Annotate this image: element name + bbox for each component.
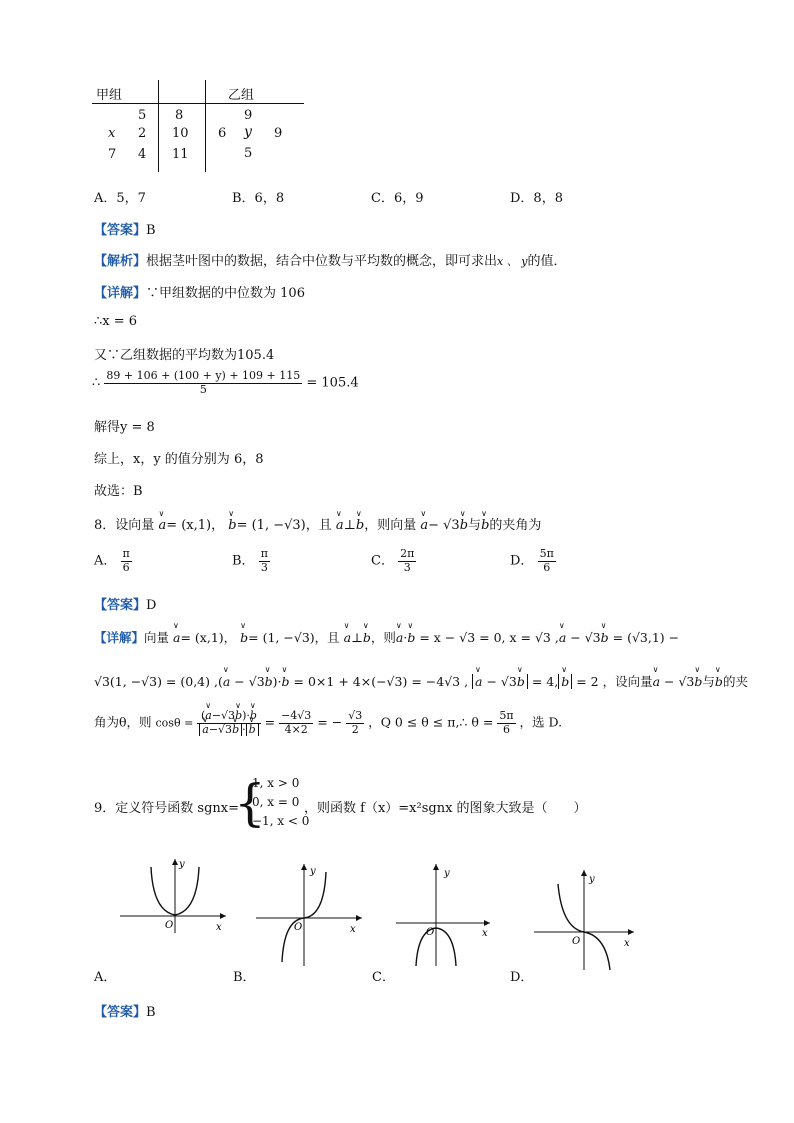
vector-b: ∨ b <box>517 674 525 689</box>
q8-number: 8． <box>94 518 116 533</box>
vector-a: ∨ a <box>396 630 403 645</box>
option-letter: C． <box>371 553 394 569</box>
detail-tag: 【详解】 <box>94 630 145 645</box>
graph-c <box>394 862 494 968</box>
frac-numerator: −4√3 <box>281 709 312 722</box>
graph-d <box>532 866 638 972</box>
vector-b: ∨ b <box>715 674 723 689</box>
frac-numerator: 2π <box>400 547 415 560</box>
graph-label-b: B． <box>233 970 256 985</box>
case-negative: −1, x < 0 <box>252 814 310 828</box>
x-label: x <box>216 922 222 933</box>
q8-stem <box>94 514 541 533</box>
vector-b: ∨ b <box>232 724 239 737</box>
option-fraction <box>398 548 416 574</box>
frac-result: = 105.4 <box>306 375 359 391</box>
stem-divider-right <box>205 80 206 172</box>
theta-fraction <box>497 710 515 736</box>
mean-fraction <box>104 370 302 396</box>
option-fraction <box>259 548 270 574</box>
q7-option-b: B．6，8 <box>232 191 285 206</box>
frac-denominator: 5 <box>199 382 207 396</box>
vector-b: ∨ b <box>282 674 290 689</box>
q8-stem-a: 设向量 <box>115 518 155 533</box>
frac-numerator: π <box>260 547 268 560</box>
x-arrow-icon <box>628 929 634 935</box>
leaf-right-r2b: y <box>244 124 252 140</box>
frac-numerator: 89 + 106 + (100 + y) + 109 + 115 <box>106 369 301 382</box>
q8-detail-line1: 【详解】向量 ∨ a= (x,1)， ∨ b= (1, −√3)，且 ∨ a⊥∨ b，则∨ a·∨ b = x − √3 = 0, x = √3 ,∨ a − √3∨ b = (√3,1) − <box>94 628 679 646</box>
abs-value <box>558 674 572 689</box>
q7-line6: 综上，x，y 的值分别为 6，8 <box>94 452 264 467</box>
analysis-vars: x 、 y <box>497 255 528 268</box>
x-label: x <box>350 924 356 935</box>
leaf-right-r2a: 6 <box>218 126 227 141</box>
vector-a: ∨ a <box>158 518 166 533</box>
leaf-left-r3b: 4 <box>138 147 147 162</box>
y-arrow-icon <box>433 864 439 870</box>
vector-b: ∨ b <box>601 630 609 645</box>
detail-text: √3(1, −√3) = (0,4) , <box>94 674 218 689</box>
vector-b: ∨ b <box>228 518 236 533</box>
answer-tag: 【答案】 <box>94 1005 147 1020</box>
case-positive: 1, x > 0 <box>252 776 300 790</box>
detail-text: 与 <box>702 674 715 689</box>
vector-a: ∨ a <box>420 518 428 533</box>
answer-tag: 【答案】 <box>94 598 147 613</box>
y-arrow-icon <box>172 859 178 865</box>
q8-option-b <box>232 548 270 574</box>
stem-r1: 8 <box>175 108 184 123</box>
vector-b: ∨ b <box>249 724 256 737</box>
detail-text: = − <box>317 714 343 730</box>
q8-end: 的夹角为 <box>489 518 542 533</box>
abs-value <box>246 723 259 736</box>
x-arrow-icon <box>356 915 362 921</box>
frac-numerator: √3 <box>348 709 363 722</box>
vector-a: ∨ a <box>205 710 212 723</box>
detail-text: = (√3,1) − <box>612 630 680 645</box>
answer-value: D <box>146 598 157 613</box>
option-fraction <box>538 548 556 574</box>
q7-detail <box>94 282 305 301</box>
frac-denominator: 2 <box>351 722 359 736</box>
vector-a: ∨ a <box>173 630 180 645</box>
abs-value: ∨ a − √3∨ b <box>472 674 528 689</box>
detail-text: = 0×1 + 4×(−√3) = −4√3 , <box>293 674 469 689</box>
detail-text: ，选 D. <box>519 714 563 730</box>
graph-label-a: A． <box>94 970 117 985</box>
analysis-tag: 【解析】 <box>94 254 147 269</box>
detail-text: = 4, <box>531 674 559 689</box>
option-letter: A． <box>94 553 117 569</box>
q8-expr: − √3 <box>428 518 460 533</box>
detail-tag: 【详解】 <box>94 286 147 301</box>
frac-denominator: 3 <box>403 560 411 574</box>
frac-numerator: π <box>122 547 130 560</box>
y-label: y <box>310 866 316 877</box>
frac-prefix: ∴ <box>92 375 101 391</box>
vector-b: ∨ b <box>235 710 242 723</box>
x-arrow-icon <box>484 920 490 926</box>
stem-divider-left <box>158 80 159 172</box>
detail-line1: ∵甲组数据的中位数为 106 <box>146 286 305 301</box>
q8-then: ，则向量 <box>364 518 417 533</box>
frac-denominator: 6 <box>122 560 130 574</box>
frac-denominator: 6 <box>502 722 510 736</box>
stem-r3: 11 <box>172 147 189 162</box>
cos-fraction <box>197 710 260 736</box>
q7-option-a: A．5，7 <box>94 191 146 206</box>
option-fraction <box>121 548 132 574</box>
origin-label: O <box>572 936 581 947</box>
cos-value-fraction <box>279 710 313 736</box>
detail-text: 的夹 <box>722 674 748 689</box>
vector-a: ∨ a <box>336 518 344 533</box>
origin-label: O <box>294 922 303 933</box>
vector-b: ∨ b <box>694 674 702 689</box>
detail-text: ，Q 0 ≤ θ ≤ π,∴ θ = <box>368 714 494 730</box>
frac-denominator: ∨ a−√3∨ b ·∨ b <box>197 724 260 737</box>
left-header: 甲组 <box>96 88 123 103</box>
vector-b: ∨ b <box>481 518 489 533</box>
q9-text: 定义符号函数 sgnx= <box>115 801 240 816</box>
q7-option-d: D．8，8 <box>510 191 563 206</box>
header-divider <box>92 103 304 104</box>
graph-label-d: D． <box>510 970 534 985</box>
y-arrow-icon <box>301 864 307 870</box>
y-label: y <box>589 874 595 885</box>
q8-option-a <box>94 548 132 574</box>
option-letter: B． <box>232 553 255 569</box>
vector-a: ∨ a <box>475 674 482 689</box>
stem-r2: 10 <box>172 126 189 141</box>
detail-text: ，则 <box>370 630 396 645</box>
q8-with: 与 <box>468 518 482 533</box>
q8-option-d <box>510 548 556 574</box>
answer-value: B <box>146 223 156 238</box>
frac-numerator: (∨ a−√3∨ b)·∨ b <box>197 710 260 724</box>
origin-label: O <box>165 920 174 931</box>
graph-a <box>118 855 230 935</box>
frac-numerator: 5π <box>539 547 554 560</box>
vector-a: ∨ a <box>202 724 209 737</box>
abs-value: ∨ a−√3∨ b <box>199 723 242 736</box>
q9-answer <box>94 1001 156 1020</box>
leaf-left-r1: 5 <box>138 108 147 123</box>
q8-detail-line2: √3(1, −√3) = (0,4) ,(∨ a − √3∨ b)·∨ b = 0×1 + 4×(−√3) = −4√3 , ∨ a − √3∨ b = 4,∨ b = 2 ，设向量∨ a − √3∨ b与∨ b的夹 <box>94 672 748 690</box>
vector-b: ∨ b <box>407 630 415 645</box>
vector-a: ∨ a <box>223 674 230 689</box>
q8-a-val: = (x,1)， <box>166 518 225 533</box>
vector-b: ∨ b <box>561 674 569 689</box>
analysis-end: 的值． <box>527 254 567 269</box>
y-arrow-icon <box>581 870 587 876</box>
piecewise-brace: { <box>234 774 266 832</box>
y-label: y <box>179 859 185 870</box>
frac-denominator: 3 <box>260 560 268 574</box>
detail-text: = (1, −√3)，且 <box>248 630 340 645</box>
frac-denominator: 6 <box>543 560 551 574</box>
case-zero: 0, x = 0 <box>252 795 300 809</box>
q7-line3: 又∵乙组数据的平均数为105.4 <box>94 348 275 363</box>
frac-denominator: 4×2 <box>284 722 308 736</box>
leaf-right-r3: 5 <box>244 146 253 161</box>
leaf-right-r2c: 9 <box>274 126 283 141</box>
q7-line2: ∴x = 6 <box>94 314 138 329</box>
vector-a: ∨ a <box>559 630 566 645</box>
x-label: x <box>624 938 630 949</box>
y-label: y <box>444 868 450 879</box>
right-header: 乙组 <box>228 88 255 103</box>
origin-label: O <box>426 927 435 938</box>
vector-b: ∨ b <box>250 710 257 723</box>
vector-b: ∨ b <box>356 518 364 533</box>
q7-line7: 故选：B <box>94 484 143 499</box>
frac-numerator: 5π <box>499 709 514 722</box>
piecewise-cases <box>252 774 309 831</box>
option-letter: D． <box>510 553 534 569</box>
q8-option-c <box>371 548 416 574</box>
vector-b: ∨ b <box>240 630 248 645</box>
q7-answer <box>94 219 156 238</box>
vector-b: ∨ b <box>265 674 273 689</box>
detail-text: = 2 ，设向量 <box>576 674 653 689</box>
leaf-left-r2a: x <box>108 126 116 141</box>
q8-b-val: = (1, −√3)，且 <box>236 518 332 533</box>
analysis-text: 根据茎叶图中的数据，结合中位数与平均数的概念，即可求出 <box>146 254 498 269</box>
vector-b: ∨ b <box>460 518 468 533</box>
detail-text: = x − √3 = 0, x = √3 , <box>419 630 559 645</box>
q8-detail-line3: 角为θ，则 cosθ = (∨ a−√3∨ b)·∨ b ∨ a−√3∨ b ·∨ b = $\frac{-4√3}{4\times 2}$ = − $\frac{√3}{2}$ ，Q 0 ≤ θ ≤ π,∴ θ = $\frac{5\pi}{6}$ ，选 D. <box>94 710 562 736</box>
cos-label: cosθ = <box>155 716 194 730</box>
q7-analysis <box>94 250 566 269</box>
q9-stem-a <box>94 797 239 816</box>
q9-number: 9． <box>94 801 116 816</box>
x-label: x <box>482 928 488 939</box>
x-arrow-icon <box>220 913 226 919</box>
q7-line5: 解得y = 8 <box>94 420 155 435</box>
q9-stem-b: ，则函数 f（x）=x²sgnx 的图象大致是（ ） <box>304 801 587 816</box>
answer-value: B <box>146 1005 156 1020</box>
answer-tag: 【答案】 <box>94 223 147 238</box>
perp-symbol: ⊥ <box>343 518 356 533</box>
vector-a: ∨ a <box>344 630 351 645</box>
vector-a: ∨ a <box>653 674 660 689</box>
detail-text: 向量 <box>144 630 170 645</box>
cos-simplified-fraction <box>346 710 364 736</box>
vector-b: ∨ b <box>363 630 371 645</box>
q8-answer <box>94 594 156 613</box>
q7-option-c: C．6，9 <box>371 191 424 206</box>
q7-fraction-line <box>92 370 359 396</box>
detail-text: 角为θ，则 <box>94 714 152 730</box>
leaf-right-r1: 9 <box>244 108 253 123</box>
leaf-left-r3a: 7 <box>108 147 117 162</box>
detail-text: = (x,1)， <box>180 630 237 645</box>
graph-label-c: C． <box>372 970 395 985</box>
graph-b <box>254 862 366 968</box>
leaf-left-r2b: 2 <box>138 126 147 141</box>
